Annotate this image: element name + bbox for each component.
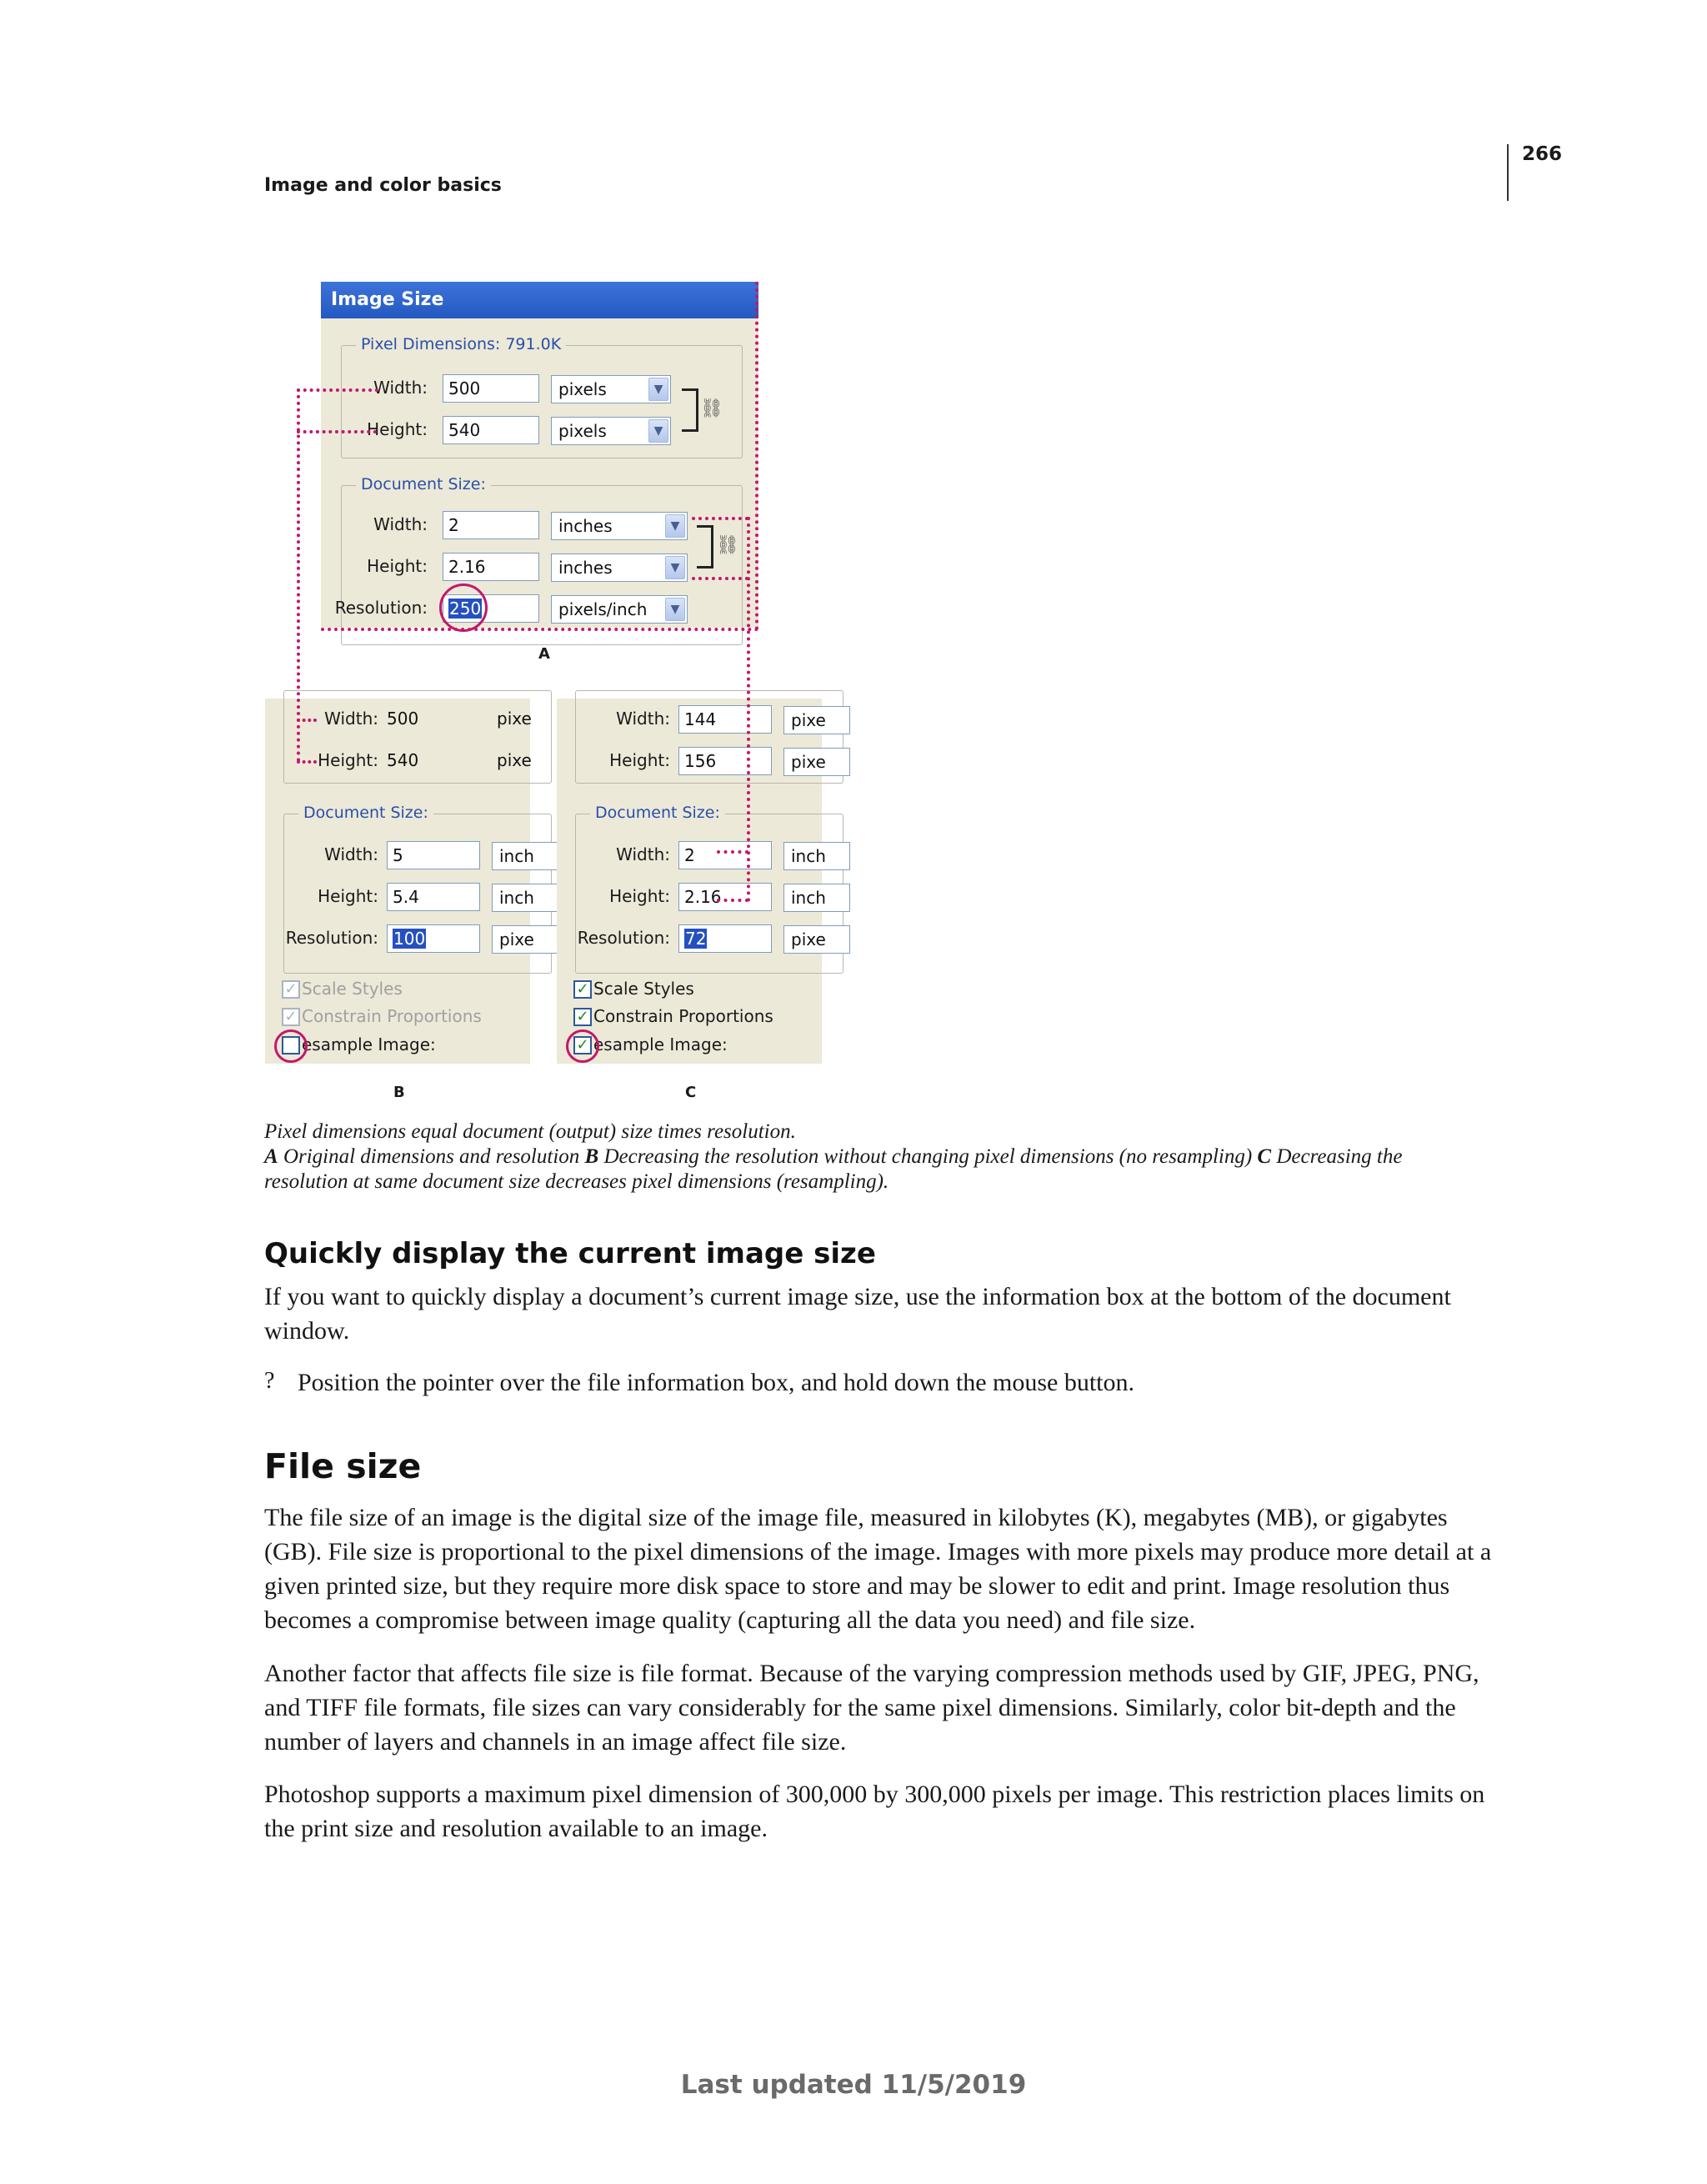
pixel-height-label: Height: (609, 750, 670, 770)
panel-letter-a: A (538, 645, 550, 663)
quick-display-heading: Quickly display the current image size (264, 1237, 876, 1270)
doc-height-input[interactable]: 2.16 (678, 883, 772, 911)
resolution-highlight-ring (439, 584, 488, 632)
doc-width-input[interactable]: 5 (387, 841, 480, 869)
doc-width-unit-select[interactable]: inch (492, 842, 558, 870)
doc-height-input[interactable]: 2.16 (443, 553, 539, 581)
pixel-height-label: Height: (367, 419, 428, 439)
resolution-unit-select[interactable]: pixels/inch ▼ (551, 595, 688, 624)
caption-label-c: C (1257, 1145, 1272, 1168)
file-size-paragraph-3: Photoshop supports a maximum pixel dimension of 300,000 by 300,000 pixels per image. This restriction places limits on the print size and resolution available to an image. (264, 1781, 1485, 1842)
connector-doc-height-c (717, 899, 748, 902)
resolution-input[interactable]: 250 (443, 594, 539, 623)
step-bullet: ? (264, 1368, 275, 1394)
connector-right-vertical-a (755, 282, 758, 630)
section-title: Image and color basics (264, 175, 502, 196)
doc-width-input[interactable]: 2 (678, 841, 772, 869)
file-size-paragraph-2: Another factor that affects file size is file format. Because of the varying compression methods used by GIF, JPEG, PNG, and TIFF file formats, file sizes can vary considerably for the same pixel dimensions. Similarly, color bit-depth and the number of layers and channels in an image affect file size. (264, 1660, 1479, 1756)
header-rule (1507, 144, 1509, 201)
image-size-dialog-b (265, 699, 534, 1064)
resample-highlight-ring (566, 1029, 599, 1063)
pixel-width-label: Width: (616, 709, 670, 729)
pixel-width-value: 500 (387, 709, 419, 729)
connector-doc-height-a (692, 577, 748, 580)
figure-caption-line2 (264, 1145, 1402, 1170)
connector-width-a (297, 388, 378, 392)
document-size-label: Document Size: (590, 804, 725, 822)
chain-link-icon: ⛓ (716, 535, 739, 556)
panel-letter-c: C (685, 1084, 697, 1101)
caption-text-a: Original dimensions and resolution (278, 1145, 585, 1168)
pixel-height-input[interactable]: 156 (678, 747, 772, 775)
doc-height-unit-select[interactable]: inch (492, 884, 558, 912)
caption-label-a: A (264, 1145, 278, 1168)
constrain-proportions-label: Constrain Proportions (593, 1006, 773, 1026)
resolution-unit-select[interactable]: pixe (783, 925, 850, 954)
pixel-height-unit-select[interactable]: pixe (783, 748, 850, 776)
pixel-dimensions-label: Pixel Dimensions: 791.0K (356, 335, 566, 353)
scale-styles-label: Scale Styles (302, 979, 403, 999)
pixel-height-input[interactable]: 540 (443, 416, 539, 444)
caption-label-b: B (584, 1145, 599, 1168)
doc-constrain-bracket (697, 525, 713, 569)
connector-height-b (297, 760, 317, 764)
constrain-proportions-checkbox[interactable]: ✓ (282, 1008, 300, 1026)
chevron-down-icon: ▼ (665, 514, 685, 538)
pixel-constrain-bracket (682, 388, 698, 432)
quick-display-intro: If you want to quickly display a document’s current image size, use the information box at the bottom of the document window. (264, 1283, 1451, 1345)
resolution-input[interactable]: 72 (678, 924, 772, 953)
figure-caption-line3: resolution at same document size decreases pixel dimensions (resampling). (264, 1170, 889, 1193)
resolution-label: Resolution: (285, 928, 378, 948)
pixel-width-unit-select[interactable]: pixe (783, 706, 850, 734)
doc-width-unit-select[interactable]: inches ▼ (551, 512, 688, 540)
resolution-unit-select[interactable]: pixe (492, 925, 558, 954)
file-size-paragraph-1: The file size of an image is the digital size of the image file, measured in kilobytes (K), megabytes (MB), or gigabytes (GB). File size is proportional to the pixel dimensions of the image. Images with more pixels may produce more detail at a given printed size, but they require more disk space to store and may be slower to edit and print. Image resolution thus becomes a compromise between image quality (capturing all the data you need) and file size. (264, 1504, 1492, 1634)
resample-highlight-ring (274, 1029, 308, 1063)
connector-doc-size-vertical (747, 517, 750, 902)
chevron-down-icon: ▼ (665, 556, 685, 579)
document-size-label: Document Size: (356, 475, 491, 493)
doc-height-label: Height: (318, 886, 378, 906)
resolution-label: Resolution: (577, 928, 670, 948)
doc-height-unit-select[interactable]: inch (783, 884, 850, 912)
pixel-height-label: Height: (318, 750, 378, 770)
chevron-down-icon: ▼ (665, 598, 685, 621)
dialog-title: Image Size (321, 282, 758, 318)
connector-bottom-a (321, 628, 758, 631)
caption-text-b: Decreasing the resolution without changing pixel dimensions (no resampling) (598, 1145, 1258, 1168)
resample-image-label: esample Image: (302, 1034, 436, 1054)
doc-width-label: Width: (373, 514, 428, 534)
image-size-dialog-a (321, 282, 758, 628)
chain-link-icon: ⛓ (700, 398, 723, 419)
chevron-down-icon: ▼ (648, 419, 668, 443)
connector-left-vertical (297, 388, 300, 762)
connector-doc-width-a (692, 517, 748, 520)
pixel-height-unit-select[interactable]: pixels ▼ (551, 417, 671, 445)
file-size-heading: File size (264, 1446, 422, 1486)
pixel-width-input[interactable]: 144 (678, 705, 772, 734)
pixel-width-unit-select[interactable]: pixels ▼ (551, 375, 671, 403)
pixel-height-unit: pixe (497, 750, 532, 770)
pixel-width-input[interactable]: 500 (443, 374, 539, 403)
chevron-down-icon: ▼ (648, 378, 668, 401)
panel-letter-b: B (393, 1084, 405, 1101)
doc-height-input[interactable]: 5.4 (387, 883, 480, 911)
pixel-width-unit: pixe (497, 709, 532, 729)
doc-width-label: Width: (616, 844, 670, 864)
doc-width-input[interactable]: 2 (443, 511, 539, 539)
scale-styles-checkbox[interactable]: ✓ (573, 980, 592, 999)
image-size-dialog-c (557, 699, 826, 1064)
caption-text-c: Decreasing the (1271, 1145, 1403, 1168)
doc-height-unit-select[interactable]: inches ▼ (551, 554, 688, 582)
scale-styles-checkbox[interactable]: ✓ (282, 980, 300, 999)
document-size-label: Document Size: (298, 804, 433, 822)
scale-styles-label: Scale Styles (593, 979, 694, 999)
page-number: 266 (1522, 143, 1563, 165)
doc-height-label: Height: (609, 886, 670, 906)
resolution-input[interactable]: 100 (387, 924, 480, 953)
resolution-label: Resolution: (334, 598, 428, 618)
pixel-dimensions-value: 791.0K (505, 335, 562, 353)
resample-image-checkbox[interactable]: ✓ (573, 1036, 592, 1054)
doc-width-unit-select[interactable]: inch (783, 842, 850, 870)
constrain-proportions-checkbox[interactable]: ✓ (573, 1008, 592, 1026)
pixel-width-label: Width: (324, 709, 378, 729)
connector-width-b (297, 719, 317, 722)
figure-caption-line1: Pixel dimensions equal document (output) size times resolution. (264, 1120, 796, 1143)
quick-display-step: Position the pointer over the file information box, and hold down the mouse button. (298, 1369, 1135, 1396)
pixel-width-label: Width: (373, 378, 428, 398)
doc-width-label: Width: (324, 844, 378, 864)
pixel-height-value: 540 (387, 750, 419, 770)
doc-height-label: Height: (367, 556, 428, 576)
last-updated: Last updated 11/5/2019 (680, 2070, 1027, 2100)
constrain-proportions-label: Constrain Proportions (302, 1006, 482, 1026)
connector-doc-width-c (717, 850, 748, 854)
connector-height-a (297, 430, 377, 433)
resample-image-label: esample Image: (593, 1034, 728, 1054)
